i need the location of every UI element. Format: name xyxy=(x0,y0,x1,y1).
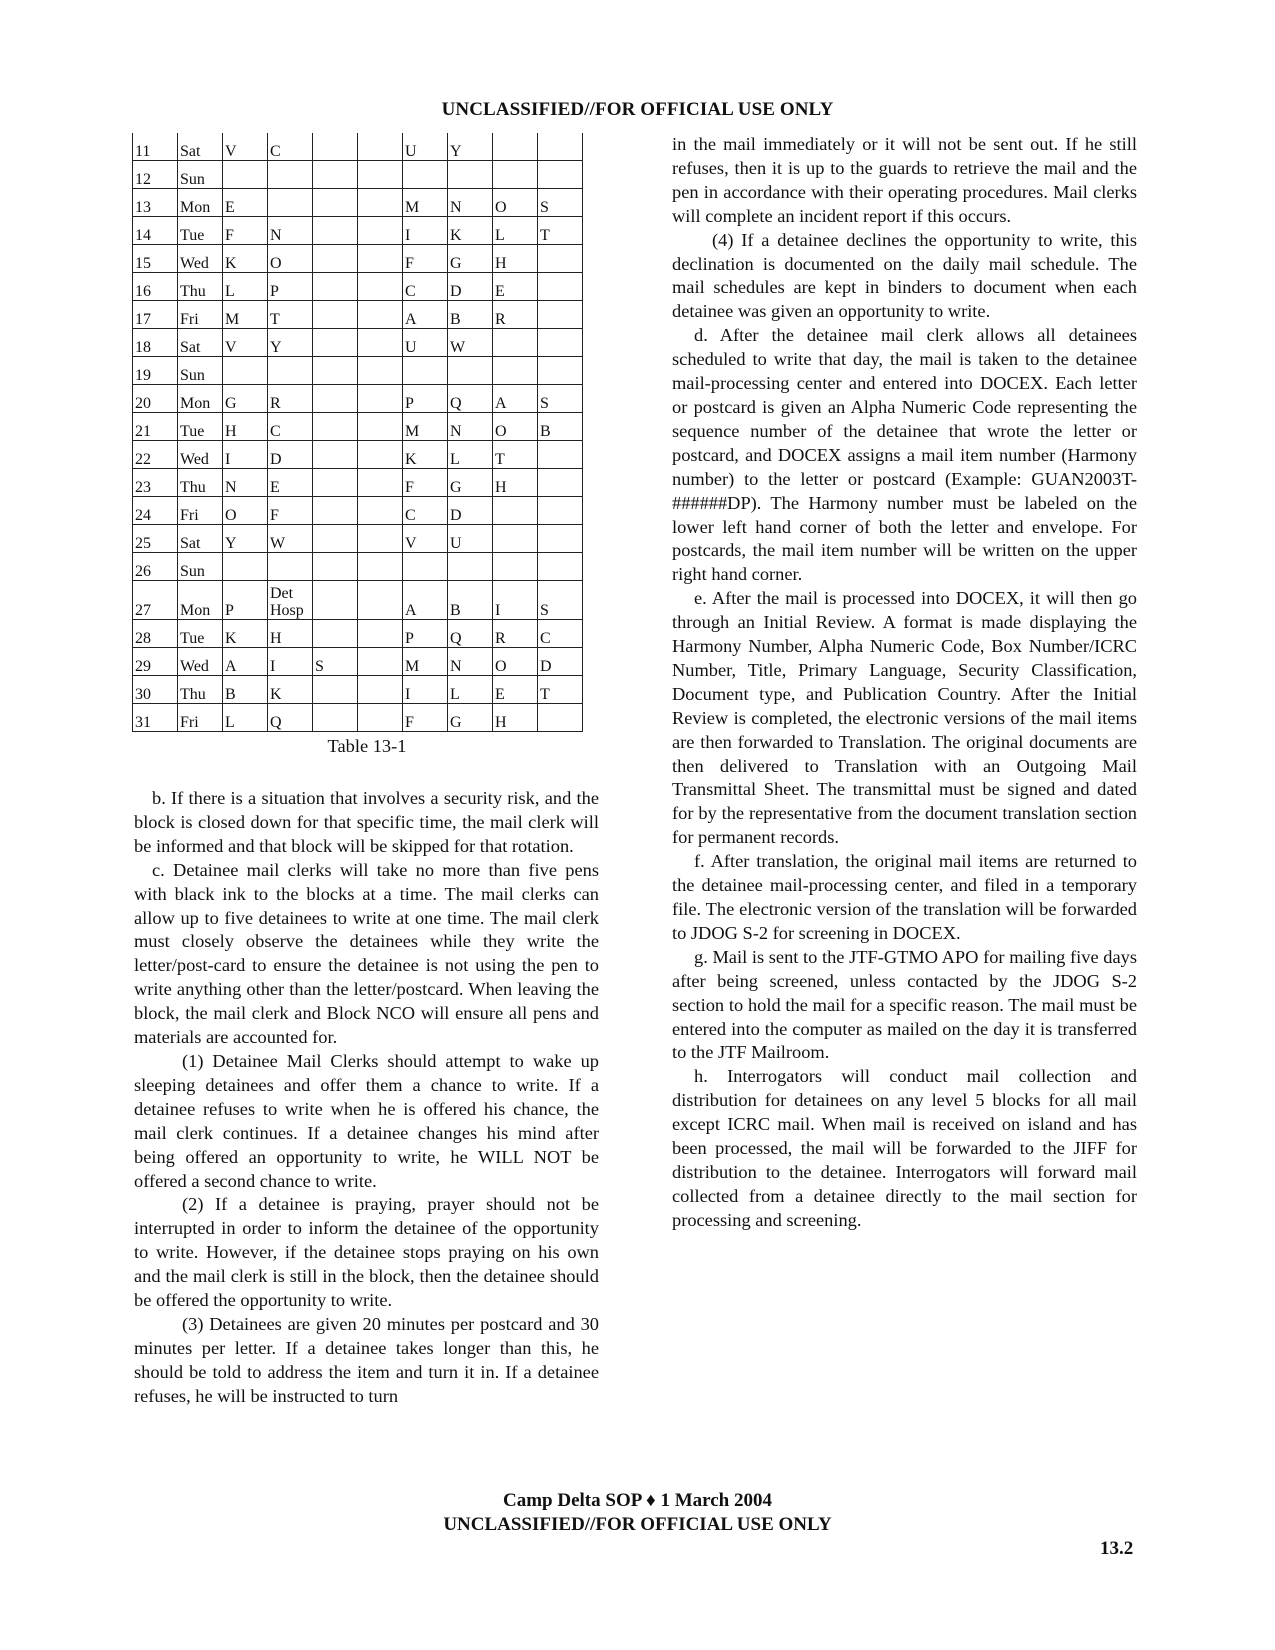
table-cell xyxy=(358,189,403,217)
table-cell: N xyxy=(268,217,313,245)
table-cell: 14 xyxy=(133,217,178,245)
table-cell xyxy=(538,497,583,525)
table-cell: B xyxy=(538,413,583,441)
table-cell: I xyxy=(268,648,313,676)
table-cell xyxy=(538,133,583,161)
classification-header: UNCLASSIFIED//FOR OFFICIAL USE ONLY xyxy=(441,99,834,120)
table-cell: N xyxy=(448,413,493,441)
table-cell xyxy=(223,553,268,581)
table-cell xyxy=(538,301,583,329)
table-cell xyxy=(313,704,358,732)
table-cell xyxy=(313,469,358,497)
table-cell: O xyxy=(268,245,313,273)
table-cell xyxy=(358,581,403,620)
table-cell: Q xyxy=(448,620,493,648)
table-cell: C xyxy=(403,497,448,525)
table-cell xyxy=(493,525,538,553)
table-cell: Thu xyxy=(178,469,223,497)
table-row xyxy=(133,553,583,581)
table-cell xyxy=(358,329,403,357)
table-row xyxy=(133,497,583,525)
table-cell: C xyxy=(538,620,583,648)
paragraph-h: h. Interrogators will conduct mail collection and distribution for detainees on any level 5 blocks for all mail except ICRC mail. When mail is received on island and has been processed, the mail will be forwarded to the JIFF for distribution to the detainee. Interrogators will forward mail collected from a detainee directly to the mail section for processing and screening. xyxy=(672,1066,1137,1230)
table-cell: 20 xyxy=(133,385,178,413)
table-cell: G xyxy=(223,385,268,413)
table-cell xyxy=(493,133,538,161)
paragraph-e: e. After the mail is processed into DOCEX, it will then go through an Initial Review. A format is made displaying the Harmony Number, Alpha Numeric Code, Box Number/ICRC Number, Title, Primary Language, Security Classification, Document type, and Publication Country. After the Initial Review is completed, the electronic versions of the mail items are then forwarded to Translation. The original documents are then delivered to Translation with an Outgoing Mail Transmittal Sheet. The transmittal must be signed and dated for by the representative from the document translation section for permanent records. xyxy=(672,588,1137,848)
table-cell: M xyxy=(403,413,448,441)
table-row xyxy=(133,189,583,217)
table-cell: T xyxy=(268,301,313,329)
paragraph-c3: (3) Detainees are given 20 minutes per postcard and 30 minutes per letter. If a detainee takes longer than this, he should be told to address the item and turn it in. If a detainee refuses, he will be instructed to turn xyxy=(134,1313,599,1406)
table-cell: 17 xyxy=(133,301,178,329)
footer-sop-line: Camp Delta SOP ♦ 1 March 2004 xyxy=(503,1490,772,1511)
table-cell xyxy=(448,553,493,581)
table-cell: O xyxy=(493,648,538,676)
table-cell xyxy=(358,385,403,413)
paragraph-g: g. Mail is sent to the JTF-GTMO APO for mailing five days after being screened, unless contacted by the JDOG S-2 section to hold the mail for a specific reason. The mail must be entered into the computer as mailed on the day it is transferred to the JTF Mailroom. xyxy=(672,946,1137,1063)
mail-schedule-table xyxy=(132,133,583,732)
table-row xyxy=(133,273,583,301)
table-cell: K xyxy=(403,441,448,469)
table-cell: C xyxy=(268,133,313,161)
table-cell: B xyxy=(448,301,493,329)
table-cell: P xyxy=(268,273,313,301)
table-cell xyxy=(403,553,448,581)
table-cell xyxy=(358,273,403,301)
table-cell: D xyxy=(268,441,313,469)
table-cell xyxy=(313,189,358,217)
table-cell: 16 xyxy=(133,273,178,301)
table-cell: 26 xyxy=(133,553,178,581)
table-cell: R xyxy=(493,620,538,648)
table-cell: R xyxy=(493,301,538,329)
table-cell xyxy=(358,441,403,469)
table-cell xyxy=(268,553,313,581)
table-cell: Y xyxy=(223,525,268,553)
table-cell: N xyxy=(448,648,493,676)
table-cell: 13 xyxy=(133,189,178,217)
table-cell: L xyxy=(448,676,493,704)
table-cell: F xyxy=(403,245,448,273)
table-cell: Fri xyxy=(178,301,223,329)
table-cell xyxy=(538,441,583,469)
table-cell: K xyxy=(268,676,313,704)
table-row xyxy=(133,441,583,469)
table-cell xyxy=(313,581,358,620)
table-cell xyxy=(268,357,313,385)
table-cell xyxy=(313,133,358,161)
table-cell: Fri xyxy=(178,497,223,525)
table-cell: U xyxy=(448,525,493,553)
table-cell xyxy=(313,553,358,581)
table-cell xyxy=(538,273,583,301)
table-cell xyxy=(538,329,583,357)
table-cell: E xyxy=(268,469,313,497)
table-cell xyxy=(358,245,403,273)
table-cell: C xyxy=(403,273,448,301)
table-cell: Mon xyxy=(178,385,223,413)
table-cell: 15 xyxy=(133,245,178,273)
table-cell: 18 xyxy=(133,329,178,357)
table-cell: Sun xyxy=(178,553,223,581)
table-cell: T xyxy=(538,676,583,704)
table-cell: Fri xyxy=(178,704,223,732)
table-cell: W xyxy=(268,525,313,553)
table-cell xyxy=(358,357,403,385)
paragraph-c3-continued: in the mail immediately or it will not be sent out. If he still refuses, then it is up to the guards to retrieve the mail and the pen in accordance with their operating procedures. Mail clerks will complete an incident report if this occurs. xyxy=(672,134,1137,226)
table-cell: Wed xyxy=(178,245,223,273)
table-row xyxy=(133,525,583,553)
right-column xyxy=(672,133,1137,1233)
table-cell: Y xyxy=(268,329,313,357)
table-cell: G xyxy=(448,245,493,273)
table-cell xyxy=(268,189,313,217)
table-cell: S xyxy=(538,581,583,620)
table-cell: Mon xyxy=(178,189,223,217)
table-row xyxy=(133,245,583,273)
table-cell xyxy=(313,385,358,413)
table-cell: Wed xyxy=(178,648,223,676)
table-row xyxy=(133,581,583,620)
table-cell xyxy=(403,161,448,189)
table-cell: S xyxy=(538,189,583,217)
table-cell: M xyxy=(403,189,448,217)
table-cell xyxy=(313,441,358,469)
table-cell: L xyxy=(223,704,268,732)
table-cell: F xyxy=(268,497,313,525)
table-cell xyxy=(358,161,403,189)
table-cell: A xyxy=(223,648,268,676)
table-cell xyxy=(358,553,403,581)
table-cell: F xyxy=(223,217,268,245)
table-cell: P xyxy=(403,620,448,648)
table-cell: T xyxy=(538,217,583,245)
table-cell xyxy=(358,704,403,732)
left-column xyxy=(134,787,599,1409)
table-body xyxy=(133,133,583,732)
table-cell: Thu xyxy=(178,273,223,301)
table-cell xyxy=(223,357,268,385)
table-cell xyxy=(313,413,358,441)
table-cell: 28 xyxy=(133,620,178,648)
table-cell: 27 xyxy=(133,581,178,620)
paragraph-b: b. If there is a situation that involves a security risk, and the block is closed down for that specific time, the mail clerk will be informed and that block will be skipped for that rotation. xyxy=(134,788,599,856)
table-cell xyxy=(313,676,358,704)
table-row xyxy=(133,469,583,497)
table-cell: N xyxy=(448,189,493,217)
table-cell xyxy=(313,301,358,329)
table-row xyxy=(133,329,583,357)
table-cell: L xyxy=(493,217,538,245)
table-cell xyxy=(493,497,538,525)
table-cell: I xyxy=(403,676,448,704)
table-cell: W xyxy=(448,329,493,357)
table-cell: T xyxy=(493,441,538,469)
paragraph-f: f. After translation, the original mail items are returned to the detainee mail-processing center, and filed in a temporary file. The electronic version of the translation will be forwarded to JDOG S-2 for screening in DOCEX. xyxy=(672,851,1137,943)
table-cell: M xyxy=(403,648,448,676)
table-cell xyxy=(313,525,358,553)
table-cell xyxy=(403,357,448,385)
table-cell: P xyxy=(223,581,268,620)
table-cell xyxy=(493,553,538,581)
table-cell: H xyxy=(493,469,538,497)
table-cell: V xyxy=(403,525,448,553)
table-row xyxy=(133,161,583,189)
paragraph-c4: (4) If a detainee declines the opportunity to write, this declination is documented on the daily mail schedule. The mail schedules are kept in binders to document when each detainee was given an opportunity to write. xyxy=(672,229,1137,322)
table-cell: B xyxy=(223,676,268,704)
table-cell: S xyxy=(313,648,358,676)
table-cell xyxy=(358,217,403,245)
paragraph-d: d. After the detainee mail clerk allows all detainees scheduled to write that day, the mail is taken to the detainee mail-processing center and entered into DOCEX. Each letter or postcard is given an Alpha Numeric Code representing the sequence number of the detainee that wrote the letter or postcard, and DOCEX assigns a mail item number (Harmony number) to the letter or postcard (Example: GUAN2003T-######DP). The Harmony number must be labeled on the lower left hand corner of both the letter and envelope. For postcards, the mail item number will be written on the upper right hand corner. xyxy=(672,325,1137,585)
table-row xyxy=(133,301,583,329)
table-cell: U xyxy=(403,329,448,357)
table-cell: A xyxy=(493,385,538,413)
table-cell: Sun xyxy=(178,161,223,189)
page-number: 13.2 xyxy=(1100,1538,1134,1559)
table-cell: H xyxy=(223,413,268,441)
table-cell: Y xyxy=(448,133,493,161)
table-cell: K xyxy=(223,620,268,648)
table-cell: 23 xyxy=(133,469,178,497)
table-cell: Sat xyxy=(178,329,223,357)
table-cell: Tue xyxy=(178,620,223,648)
table-cell xyxy=(358,525,403,553)
table-cell: L xyxy=(448,441,493,469)
table-cell xyxy=(358,648,403,676)
table-cell xyxy=(358,301,403,329)
table-cell: Sat xyxy=(178,133,223,161)
table-cell: O xyxy=(493,413,538,441)
table-cell xyxy=(358,620,403,648)
paragraph-c1: (1) Detainee Mail Clerks should attempt to wake up sleeping detainees and offer them a chance to write. If a detainee refuses to write when he is offered his chance, the mail clerk continues. If a detainee changes his mind after being offered an opportunity to write, he WILL NOT be offered a second chance to write. xyxy=(134,1050,599,1191)
table-cell: Tue xyxy=(178,413,223,441)
paragraph-c: c. Detainee mail clerks will take no more than five pens with black ink to the blocks at a time. The mail clerks can allow up to five detainees to write at one time. The mail clerk must closely observe the detainees while they write the letter/post-card to ensure the detainee is not using the pen to write anything other than the letter/postcard. When leaving the block, the mail clerk and Block NCO will ensure all pens and materials are accounted for. xyxy=(134,859,599,1048)
table-cell xyxy=(358,676,403,704)
table-cell: 22 xyxy=(133,441,178,469)
table-row xyxy=(133,217,583,245)
table-cell xyxy=(538,161,583,189)
table-cell: Q xyxy=(268,704,313,732)
table-cell: 19 xyxy=(133,357,178,385)
table-cell xyxy=(493,357,538,385)
table-cell: I xyxy=(493,581,538,620)
table-cell xyxy=(313,620,358,648)
table-cell xyxy=(313,273,358,301)
table-cell: I xyxy=(403,217,448,245)
table-cell: P xyxy=(403,385,448,413)
table-cell: E xyxy=(493,676,538,704)
table-cell xyxy=(358,133,403,161)
table-cell xyxy=(538,357,583,385)
table-row xyxy=(133,413,583,441)
table-cell: D xyxy=(448,273,493,301)
table-cell: A xyxy=(403,581,448,620)
table-cell xyxy=(223,161,268,189)
table-row xyxy=(133,385,583,413)
table-cell: 21 xyxy=(133,413,178,441)
table-cell: F xyxy=(403,704,448,732)
table-row xyxy=(133,620,583,648)
table-cell: Sun xyxy=(178,357,223,385)
table-cell xyxy=(538,469,583,497)
table-cell: Q xyxy=(448,385,493,413)
table-row xyxy=(133,357,583,385)
footer-classification: UNCLASSIFIED//FOR OFFICIAL USE ONLY xyxy=(443,1514,832,1535)
table-cell: S xyxy=(538,385,583,413)
table-cell: E xyxy=(493,273,538,301)
table-cell xyxy=(313,161,358,189)
table-cell: H xyxy=(493,245,538,273)
table-cell: R xyxy=(268,385,313,413)
table-cell xyxy=(313,245,358,273)
table-cell xyxy=(313,217,358,245)
table-cell: Det Hosp xyxy=(268,581,313,620)
table-caption: Table 13-1 xyxy=(327,736,407,756)
table-cell xyxy=(448,161,493,189)
table-cell: V xyxy=(223,133,268,161)
table-cell xyxy=(358,497,403,525)
table-cell: H xyxy=(268,620,313,648)
table-cell: C xyxy=(268,413,313,441)
table-cell: A xyxy=(403,301,448,329)
table-cell xyxy=(538,553,583,581)
table-cell: O xyxy=(223,497,268,525)
table-cell: 29 xyxy=(133,648,178,676)
table-row xyxy=(133,133,583,161)
footer xyxy=(0,1489,1275,1537)
table-cell xyxy=(538,525,583,553)
table-cell: V xyxy=(223,329,268,357)
table-row xyxy=(133,704,583,732)
table-cell xyxy=(268,161,313,189)
table-cell: K xyxy=(448,217,493,245)
table-cell: Wed xyxy=(178,441,223,469)
table-cell xyxy=(493,329,538,357)
table-cell: F xyxy=(403,469,448,497)
table-cell: H xyxy=(493,704,538,732)
paragraph-c2: (2) If a detainee is praying, prayer should not be interrupted in order to inform the detainee of the opportunity to write. However, if the detainee stops praying on his own and the mail clerk is still in the block, then the detainee should be offered the opportunity to write. xyxy=(134,1194,599,1311)
table-cell: U xyxy=(403,133,448,161)
table-cell: 31 xyxy=(133,704,178,732)
table-cell xyxy=(358,469,403,497)
table-cell: Thu xyxy=(178,676,223,704)
table-cell: D xyxy=(538,648,583,676)
table-cell xyxy=(313,329,358,357)
table-cell: Tue xyxy=(178,217,223,245)
table-row xyxy=(133,676,583,704)
table-cell: K xyxy=(223,245,268,273)
table-cell: G xyxy=(448,469,493,497)
table-cell: 30 xyxy=(133,676,178,704)
table-cell xyxy=(313,497,358,525)
table-cell xyxy=(538,704,583,732)
table-cell: B xyxy=(448,581,493,620)
table-cell: Sat xyxy=(178,525,223,553)
table-cell: D xyxy=(448,497,493,525)
table-cell: N xyxy=(223,469,268,497)
table-cell xyxy=(538,245,583,273)
table-cell: G xyxy=(448,704,493,732)
table-cell: O xyxy=(493,189,538,217)
table-cell xyxy=(313,357,358,385)
table-cell: E xyxy=(223,189,268,217)
table-cell: 11 xyxy=(133,133,178,161)
table-cell: Mon xyxy=(178,581,223,620)
table-cell: M xyxy=(223,301,268,329)
table-cell xyxy=(448,357,493,385)
table-cell xyxy=(358,413,403,441)
table-cell: 12 xyxy=(133,161,178,189)
table-cell: 24 xyxy=(133,497,178,525)
table-cell: L xyxy=(223,273,268,301)
table-cell: 25 xyxy=(133,525,178,553)
table-row xyxy=(133,648,583,676)
table-cell: I xyxy=(223,441,268,469)
table-cell xyxy=(493,161,538,189)
